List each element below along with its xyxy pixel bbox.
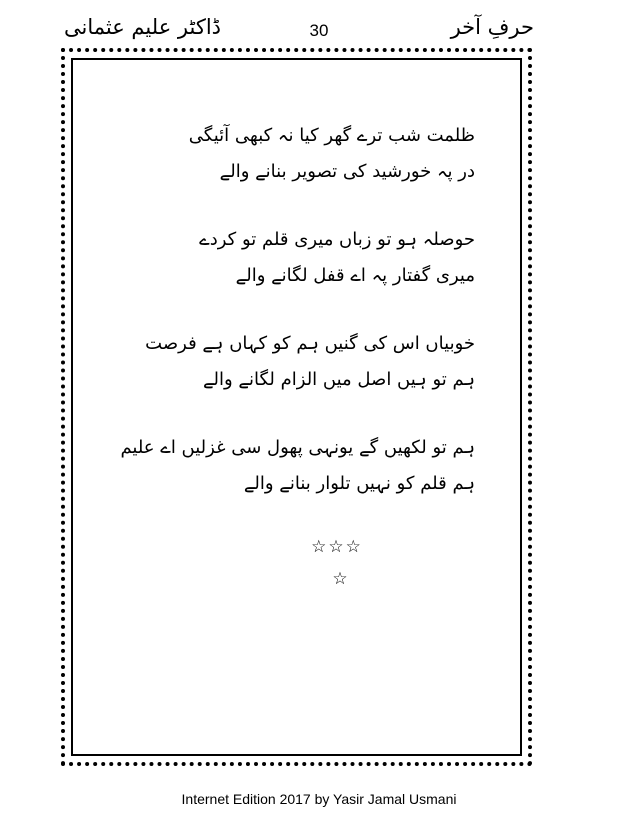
page-number: 30 [309,21,329,40]
stanza [140,326,475,398]
verse-line: خوبیاں اس کی گنیں ہم کو کہاں ہے فرصت [145,333,475,354]
edition-footer: Internet Edition 2017 by Yasir Jamal Usmani [181,791,457,807]
stanza [140,222,475,294]
verse-line: ہم قلم کو نہیں تلوار بنانے والے [243,473,475,494]
stanza [140,118,475,190]
verse-line: میری گفتار پہ اے قفل لگانے والے [235,265,475,286]
poem [120,118,475,534]
book-title: حرفِ آخر [450,15,534,39]
verse-line: در پہ خورشید کی تصویر بنانے والے [219,161,475,182]
stanza [120,430,475,502]
verse-line: ہم تو ہیں اصل میں الزام لگانے والے [202,369,475,390]
verse-line: ظلمت شب ترے گھر کیا نہ کبھی آئیگی [188,125,475,146]
verse-line: حوصلہ ہو تو زباں میری قلم تو کردے [199,229,475,250]
verse-line: ہم تو لکھیں گے یونہی پھول سی غزلیں اے علیم [120,437,475,458]
star-ornament-single: ☆ [332,569,350,589]
author-name: ڈاکٹر علیم عثمانی [64,15,222,39]
star-ornament-row: ☆☆☆ [311,537,363,557]
